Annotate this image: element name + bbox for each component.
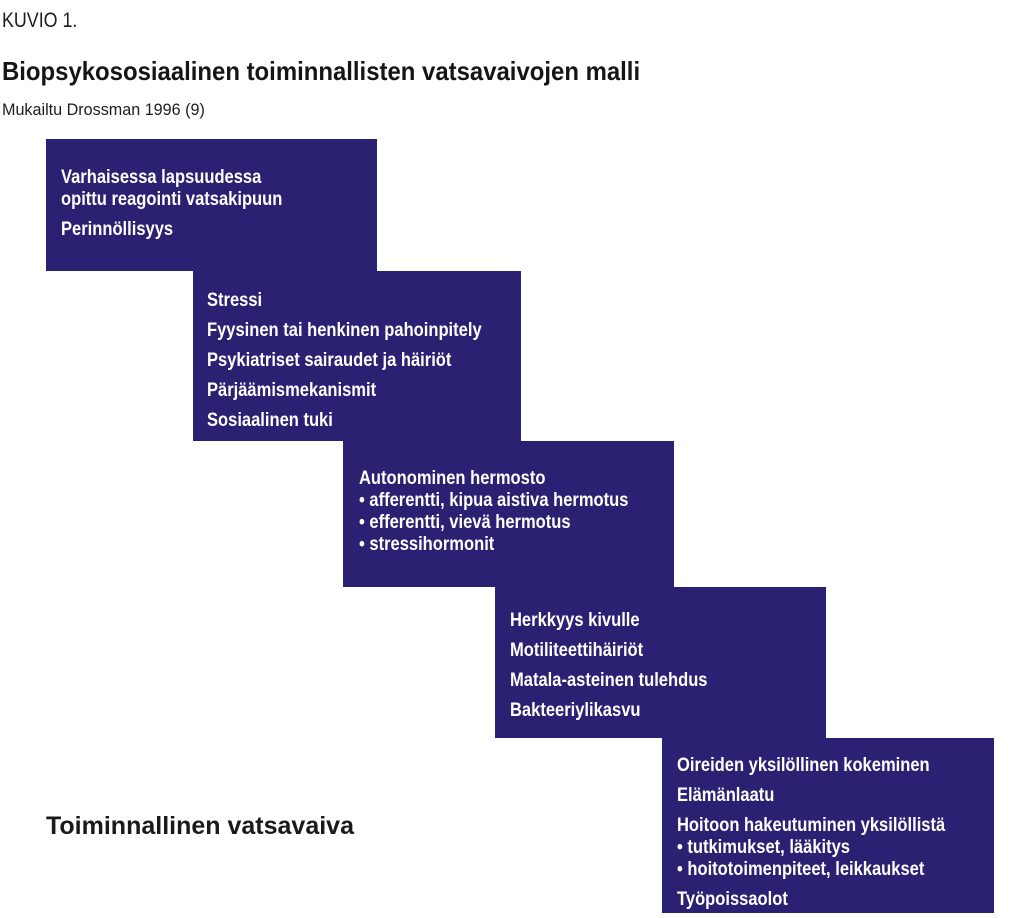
figure-source-attribution (2, 100, 216, 120)
box-line: Työpoissaolot (677, 889, 788, 910)
figure-number-text: KUVIO 1. (2, 9, 78, 32)
box-line: Matala-asteinen tulehdus (510, 670, 708, 691)
box-line: Autonominen hermosto (359, 468, 546, 489)
box-line: • efferentti, vievä hermotus (359, 512, 571, 533)
box-gut-physiology (495, 587, 826, 738)
box-line: Oireiden yksilöllinen kokeminen (677, 755, 930, 776)
box-line: Motiliteettihäiriöt (510, 640, 644, 661)
box-line: Perinnöllisyys (61, 219, 174, 240)
box-line: • hoitotoimenpiteet, leikkaukset (677, 859, 925, 880)
figure-source-text: Mukailtu Drossman 1996 (9) (2, 100, 205, 119)
box-line: Herkkyys kivulle (510, 610, 640, 631)
box-line: Pärjäämismekanismit (207, 380, 377, 401)
box-line: Varhaisessa lapsuudessa (61, 167, 262, 188)
box-psychosocial-factors (193, 271, 521, 441)
box-line: • stressihormonit (359, 534, 495, 555)
outcome-label (46, 812, 354, 841)
outcome-label-text: Toiminnallinen vatsavaiva (46, 812, 354, 840)
box-childhood-heredity (46, 139, 377, 271)
box-content (510, 610, 814, 722)
box-line: • afferentti, kipua aistiva hermotus (359, 490, 629, 511)
box-content (677, 755, 982, 911)
box-line: Fyysinen tai henkinen pahoinpitely (207, 320, 482, 341)
box-illness-experience (662, 738, 994, 913)
box-content (61, 167, 365, 241)
box-line: opittu reagointi vatsakipuun (61, 189, 283, 210)
box-content (359, 468, 661, 556)
box-content (207, 290, 510, 432)
box-line: Bakteeriylikasvu (510, 700, 641, 721)
box-line: Psykiatriset sairaudet ja häiriöt (207, 350, 452, 371)
figure-number-label (2, 9, 91, 33)
box-line: Sosiaalinen tuki (207, 410, 333, 431)
box-line: • tutkimukset, lääkitys (677, 837, 850, 858)
box-line: Hoitoon hakeutuminen yksilöllistä (677, 815, 946, 836)
figure-title (2, 56, 696, 87)
box-autonomic-nervous-system (343, 441, 674, 587)
figure-title-text: Biopsykososiaalinen toiminnallisten vatsavaivojen malli (2, 56, 641, 86)
box-line: Stressi (207, 290, 263, 311)
box-line: Elämänlaatu (677, 785, 775, 806)
